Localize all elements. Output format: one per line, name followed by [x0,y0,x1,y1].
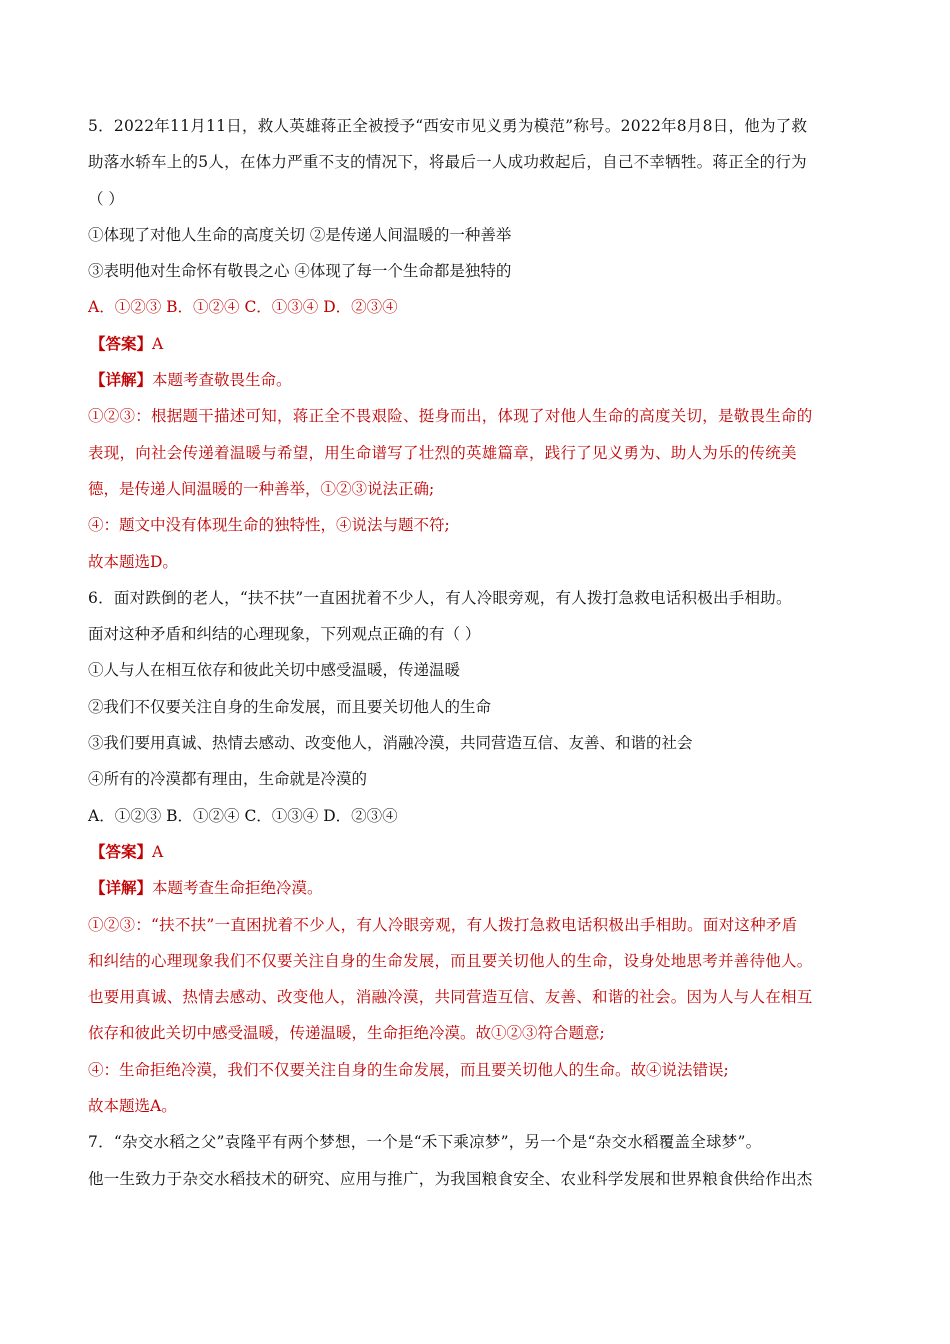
q5-detail-label: 【详解】 [90,370,153,390]
q6-option-1: ①人与人在相互依存和彼此关切中感受温暖，传递温暖 [88,661,461,680]
q6-detail-intro: 本题考查生命拒绝冷漠。 [152,879,323,898]
q7-stem-line-2: 他一生致力于杂交水稻技术的研究、应用与推广，为我国粮食安全、农业科学发展和世界粮食供给作出杰 [88,1169,813,1188]
q5-conclusion: 故本题选D。 [88,552,178,571]
q6-detail-label: 【详解】 [90,878,153,898]
q5-detail [88,362,868,398]
q6-stem-line-1: 6．面对跌倒的老人，“扶不扶”一直困扰着不少人，有人冷眼旁观，有人拨打急救电话积极出手相助。 [88,588,792,607]
q6-detail-line-1: ①②③：“扶不扶”一直困扰着不少人，有人冷眼旁观，有人拨打急救电话积极出手相助。面对这种矛盾 [88,915,798,934]
q5-detail-line-3: 德，是传递人间温暖的一种善举，①②③说法正确; [88,479,435,498]
q5-answer-value: A [152,334,164,353]
q5-stem-line-1: 5．2022年11月11日，救人英雄蒋正全被授予“西安市见义勇为模范”称号。2022年8月8日，他为了救 [88,117,808,135]
q6-answer [88,834,868,870]
q5-detail-intro: 本题考查敬畏生命。 [152,371,292,390]
q6-detail [88,870,868,906]
q5-stem-line-3: （ ） [88,189,124,208]
q6-detail-line-2: 和纠结的心理现象我们不仅要关注自身的生命发展，而且要关切他人的生命，设身处地思考并善待他人。 [88,951,813,970]
q5-detail-line-4: ④：题文中没有体现生命的独特性，④说法与题不符; [88,516,450,535]
q5-option-line-1: ①体现了对他人生命的高度关切 ②是传递人间温暖的一种善举 [88,225,512,244]
q6-detail-line-5: ④：生命拒绝冷漠，我们不仅要关注自身的生命发展，而且要关切他人的生命。故④说法错误; [88,1060,729,1079]
q6-detail-line-3: 也要用真诚、热情去感动、改变他人，消融冷漠，共同营造互信、友善、和谐的社会。因为人与人在相互 [88,988,813,1007]
q5-stem-line-2: 助落水轿车上的5人，在体力严重不支的情况下，将最后一人成功救起后，自己不幸牺牲。蒋正全的行为 [88,153,807,172]
q5-choices: A．①②③ B．①②④ C．①③④ D．②③④ [88,298,398,317]
q6-option-2: ②我们不仅要关注自身的生命发展，而且要关切他人的生命 [88,697,492,716]
q6-option-4: ④所有的冷漠都有理由，生命就是冷漠的 [88,770,368,789]
q6-detail-line-4: 依存和彼此关切中感受温暖，传递温暖，生命拒绝冷漠。故①②③符合题意; [88,1024,605,1043]
q5-answer [88,326,868,362]
q6-conclusion: 故本题选A。 [88,1097,177,1116]
document-page [88,108,868,1197]
q5-answer-label: 【答案】 [90,333,153,353]
q6-stem-line-2: 面对这种矛盾和纠结的心理现象，下列观点正确的有（ ） [88,625,481,644]
q6-answer-label: 【答案】 [90,841,153,861]
q5-detail-line-2: 表现，向社会传递着温暖与希望，用生命谱写了壮烈的英雄篇章，践行了见义勇为、助人为乐的传统美 [88,443,797,462]
q5-detail-line-1: ①②③：根据题干描述可知，蒋正全不畏艰险、挺身而出，体现了对他人生命的高度关切，是敬畏生命的 [88,407,813,426]
q7-stem-line-1: 7．“杂交水稻之父”袁隆平有两个梦想，一个是“禾下乘凉梦”，另一个是“杂交水稻覆盖全球梦”。 [88,1133,762,1152]
q6-option-3: ③我们要用真诚、热情去感动、改变他人，消融冷漠，共同营造互信、友善、和谐的社会 [88,734,693,753]
q6-answer-value: A [152,842,164,861]
q6-choices: A．①②③ B．①②④ C．①③④ D．②③④ [88,806,398,825]
q5-option-line-2: ③表明他对生命怀有敬畏之心 ④体现了每一个生命都是独特的 [88,262,512,281]
